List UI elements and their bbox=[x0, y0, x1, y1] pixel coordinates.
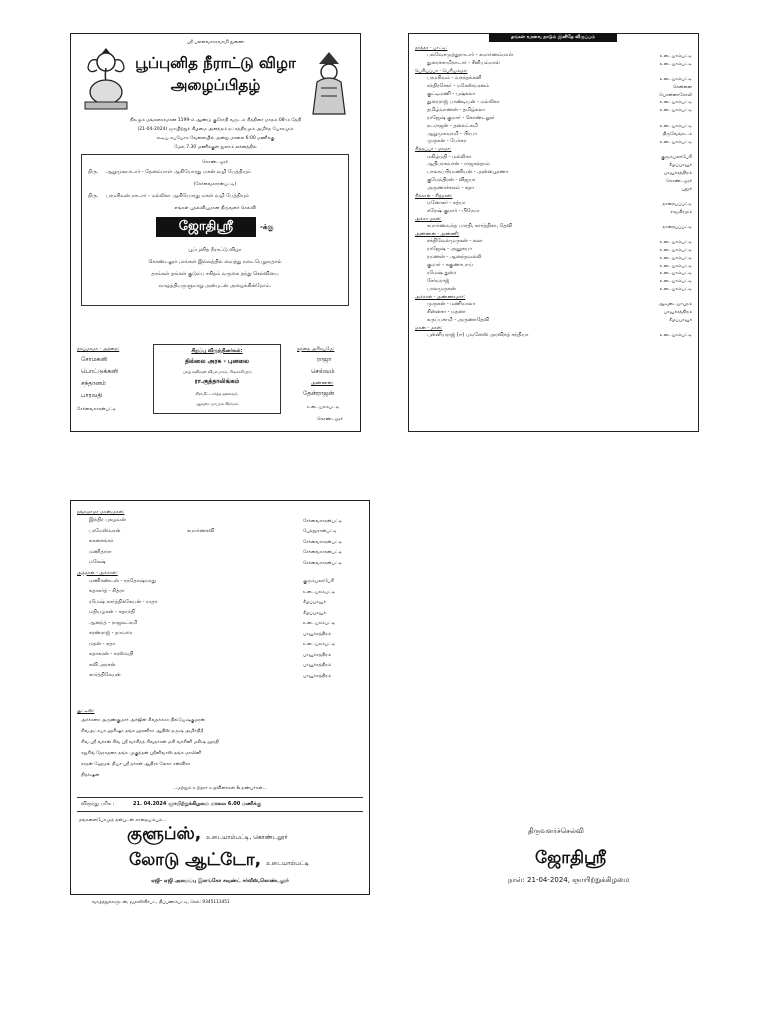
relatives-section-heading: அத்தான் - அக்காள்: bbox=[77, 570, 118, 576]
sponsor-brand: குளூப்ஸ், bbox=[127, 824, 202, 844]
kids-line: அர்ச்சனா அருண்குமார் அர்ஜின் சிவதர்க்கா திவ்யேஷ்குமரன் bbox=[81, 718, 205, 723]
relative-place: கீழப்பாவூர் bbox=[303, 600, 326, 605]
relative-place: உடையாம்பட்டி bbox=[659, 247, 692, 253]
relative-place: உடையாம்பட்டி bbox=[659, 239, 692, 245]
kids-heading: குட்டீஸ்: bbox=[77, 709, 95, 714]
relative-name: ரமணன் - ஆனந்தவல்லி bbox=[427, 254, 482, 261]
relative-name: சுகனசங்கர் bbox=[89, 538, 114, 544]
relative-place: சேர்வைகாரன்பட்டி bbox=[303, 550, 343, 555]
relative-place: உடையாம்பட்டி bbox=[659, 279, 692, 285]
relative-place: நாரையப்பட்டி bbox=[662, 224, 692, 230]
feast-label: விருந்து பரிசு : bbox=[81, 801, 115, 807]
girl-name-highlight: ஜோதிஸ்ரீ bbox=[156, 217, 256, 237]
relative-name: பாரவதி bbox=[81, 392, 103, 399]
relative-name: கருப்பசாமி - அருணாதேவி bbox=[427, 316, 490, 323]
relative-place: உடையாம்பட்டி bbox=[307, 405, 340, 410]
sponsor-location: உடையாம்பட்டி bbox=[266, 860, 310, 867]
cover-date: நாள்: 21-04-2024, ஞாயிற்றுக்கிழமை bbox=[508, 876, 630, 884]
relative-place: உடையாம்பட்டி bbox=[303, 642, 336, 647]
relative-place: சென்னை bbox=[673, 84, 692, 90]
kids-line: சிவஅட்சயா ஹரிஷா தங்க ஹரனிசா ஆதிஸ் தருஷ் அமிர்திதீ bbox=[81, 729, 204, 734]
intro-line: நிகழும் மங்களகரமான 1199-ம் ஆண்டு குரோதி வருடம் சித்திரை மாதம் 08-ம் தேதி bbox=[129, 118, 302, 123]
relative-place: பாவூர்சத்திரம் bbox=[663, 310, 692, 316]
relatives-section-heading: தாத்தா - பாட்டி: bbox=[415, 46, 448, 51]
relative-place: உடையாம்பட்டி bbox=[659, 263, 692, 269]
relative-name: மதன் - சுதா bbox=[89, 640, 116, 647]
relative-place: சேர்வைகாரன்பட்டி bbox=[303, 539, 343, 545]
kids-line: சதுசிங் தேராதனா தங்க முகுந்தன் ஸ்ரீனிவாஸ் தங்க மாலினி bbox=[81, 751, 202, 756]
family2-line: பரமசிவன் நாடார் - மல்லிகா ஆகியோரது மகள் வழி பேத்தியும் bbox=[106, 193, 250, 199]
relative-place: உடையாம்பட்டி bbox=[659, 100, 692, 106]
relative-name: அருணாச்சலம் - சுதா bbox=[427, 185, 474, 192]
relative-place: உடையாம்பட்டி bbox=[303, 589, 336, 595]
intro-line: (21-04-2024) ஞாயிற்றுக் கிழமை அனந்தம் நட்சத்திரமும் அமிர்த யோகமும் bbox=[137, 127, 294, 132]
relative-name: சுதாகர்த் - சித்ரா bbox=[89, 588, 125, 594]
family1-sub: (சேர்வைகாரன்பட்டி) bbox=[193, 182, 237, 187]
sponsor-ad-3: ஏஜி- ஏஜி அமைப்பு இளங்கோ சவுண்ட் சர்வீஸ்,கொண்டலூர் bbox=[151, 878, 289, 884]
relative-name: சுமார்ணவந்த பாரதி, கார்த்திகா, தேவி bbox=[427, 223, 513, 230]
relative-place: பாவூர்சத்திரம் bbox=[303, 663, 332, 668]
relative-name: தேன்ராஜன் bbox=[303, 390, 335, 397]
intro-line: கூடிய சுபயோக வேளையில் அன்று மாலை 6:00 மணிக்கு bbox=[156, 136, 275, 141]
relative-name: சோமகனி bbox=[81, 356, 108, 363]
relative-name: சுரேஷ் குமார் - பிரேமா bbox=[427, 208, 480, 215]
name-suffix: -க்கு bbox=[260, 223, 274, 231]
guest-title: ஆவுடையாபுரம் கிராமம் bbox=[195, 401, 239, 406]
relative-place: சேர்வைகாரன்பட்டி bbox=[77, 407, 117, 412]
relative-name: பாலசுப்பிரமணியன் - அன்னபூரணா bbox=[427, 169, 509, 176]
relatives-section-heading: அக்கா மகள்: bbox=[415, 217, 442, 222]
relative-name: தமிழ்வாணன் - தமிழ்கலா bbox=[427, 106, 485, 113]
relative-place: பேத்தூரான்பட்டி bbox=[303, 529, 337, 534]
relative-name: மனோகர் - சத்யா bbox=[427, 200, 466, 207]
cover-label: திருவளர்ச்செல்வி bbox=[528, 827, 584, 835]
sponsor-ad-2 bbox=[129, 850, 309, 872]
relative-place: உடையாம்பட்டி bbox=[659, 76, 692, 82]
relative-name: ஆதிபரசுவான் - ராஜசுந்தரம் bbox=[427, 161, 490, 168]
relative-place: கீழப்பாவூர் bbox=[303, 610, 326, 616]
relative-place: உடையாம்பட்டி bbox=[659, 53, 692, 59]
printer-footer: வாழ்த்துக்களுடன், ஜமாஸ்கிர்பட், திப்பணம்பட்டி, செல்: 9345113451 bbox=[92, 900, 230, 905]
feast-value: 21. 04.2024 ஞாயிற்றுக்கிழமை மாலை 6.00 மணிக்கு bbox=[133, 801, 262, 807]
relative-name: ராஜா bbox=[317, 356, 332, 363]
relative-name: முருகன் - பேச்சுர bbox=[427, 138, 467, 145]
kids-line: ராதன் ஹேமல் தியா ஸ்ரீ தர்சன் ஆதிரா லேகா சன்விகா bbox=[81, 762, 191, 767]
family2-sub: எங்கள் புதல்வியுமான திருவளர் செல்வி bbox=[174, 206, 256, 211]
sponsor-ad-1 bbox=[127, 824, 288, 846]
relative-place: உடையாம்பட்டி bbox=[659, 333, 692, 339]
relative-name: பாலமுருகன் bbox=[427, 285, 456, 292]
relative-name: முருகன் - மணிமாலா bbox=[427, 300, 476, 307]
maternal-uncle-heading: தாய்மாமா - அத்தை: bbox=[77, 347, 120, 352]
relative-name: இந்திர புகழவன் bbox=[89, 517, 126, 523]
relatives-section-heading: அக்காள் - அண்ணாமார்: bbox=[415, 294, 466, 300]
sponsor-location: உடையாம்பட்டி, கொண்டலூர் bbox=[206, 834, 288, 841]
relative-name: ரமேஷ் கார்த்திக்கேயன் - ராதா bbox=[89, 598, 158, 605]
relative-name: மகிழ்மதி - மல்லிகா bbox=[427, 153, 472, 160]
relative-place: உடையாம்பட்டி bbox=[659, 255, 692, 261]
guests-heading: சிறப்பு விருந்தினர்கள்: bbox=[191, 348, 243, 354]
relative-place: உடையாம்பட்டி bbox=[659, 61, 692, 67]
family2-prefix: திரு. bbox=[88, 193, 99, 199]
relative-place: பாவூர்சத்திரம் bbox=[663, 170, 692, 176]
relative-name: ஆறுமுகவாமி - பிரபா bbox=[427, 130, 478, 137]
relatives-header: தங்கள் வரவை நாடும் இனிதே விருப்பம் bbox=[489, 33, 617, 42]
relative-place: பொன்னாசோலி bbox=[659, 92, 692, 98]
body-line: தாங்கள் தங்கள் குடும்ப சகிதம் வருகை தந்து செல்வியை bbox=[151, 271, 279, 277]
and-others-line: ...மற்றும் உற்றார் உறவினர்கள் & நண்பர்கள்... bbox=[173, 786, 267, 791]
relative-name: சின்னசா - மதனா bbox=[427, 308, 466, 315]
sponsor-brand: லோடு ஆட்டோ, bbox=[129, 850, 262, 870]
relative-name: மதியழகன் - சுதாந்தி bbox=[89, 609, 135, 615]
relatives-section-heading: அண்ணன் - அண்ணி: bbox=[415, 232, 460, 238]
brother-heading: அண்ணன்: bbox=[311, 381, 334, 386]
relative-name: பலவேசமுத்துநாடார் - சுமார்ணம்மாள் bbox=[427, 52, 514, 59]
guest-title: புகழ் கவிஞன் வியாபாரம், சிவகாசிபுரம் bbox=[182, 369, 252, 374]
special-guests-box bbox=[153, 344, 281, 414]
family1-line: ஆறுமுகநாடார் - தேனம்மாள் ஆகியோரது மகன் வழி பேத்தியும் bbox=[106, 169, 251, 175]
relative-name-secondary: சுமார்ணசவி bbox=[187, 527, 215, 534]
relative-place: பாவூர்சத்திரம் bbox=[303, 652, 332, 658]
body-line: பூப்புனித நீராட்டு விழா bbox=[188, 247, 242, 253]
guest-title: கிராமிட்டார்த்த தலைவர், bbox=[195, 391, 239, 396]
relative-name: ராஜேஷ் - அனுசுயா bbox=[427, 246, 473, 253]
relative-place: உடையாம்பட்டி bbox=[659, 271, 692, 277]
guest-name: ரா.குத்தாலிங்கம் bbox=[194, 378, 240, 385]
invitation-title: பூப்புனித நீராட்டு விழா bbox=[135, 54, 296, 72]
body-line: வாழ்த்தியருளுமாறு அன்புடன் அழைக்கின்றோம். bbox=[158, 283, 272, 289]
relatives-section-heading: பெரியப்பா - பெரியம்மா: bbox=[415, 69, 468, 74]
relative-name: ரமேஷ் துரை bbox=[427, 269, 456, 276]
relative-name: பரமசிவம் - வசந்தக்கனி bbox=[427, 75, 482, 82]
divider bbox=[77, 811, 363, 812]
intro-line: மேல் 7.30 மணிக்குள் துலாம் லக்னத்தில் bbox=[174, 145, 257, 150]
relative-name: மணிதாரா bbox=[89, 548, 112, 555]
relative-place: நாரையப்பட்டி bbox=[662, 201, 692, 207]
relatives-section-heading: சிக்காள் - சித்தாள்: bbox=[415, 194, 453, 199]
relatives-continued-panel bbox=[70, 500, 370, 895]
relative-name: துரைராஜ் பாண்டியன் - மல்லிகா bbox=[427, 98, 500, 105]
invocation-line: ஸ்ரீ பலவைகாரவாமி துணை bbox=[187, 40, 244, 45]
cover-name: ஜோதிஸ்ரீ bbox=[535, 848, 607, 868]
relative-place: திருவேங்கடம் bbox=[662, 132, 692, 137]
relative-name: சுதாகரன் - சரஸ்வதி bbox=[89, 651, 134, 657]
relative-name: மணிகண்டன் - சந்தோஷ்மாது bbox=[89, 577, 156, 584]
relative-name: சக்திவேல்முருகன் - கலா bbox=[427, 238, 483, 245]
divider bbox=[77, 797, 363, 798]
relative-place: கொண்டலூர் bbox=[317, 417, 343, 422]
relative-name: சரண்ராஜ் - தாமரை bbox=[89, 630, 133, 636]
relative-place: உடையாம்பட்டி bbox=[659, 139, 692, 145]
relative-name: குமேந்திரன் - விஜயா bbox=[427, 177, 476, 184]
relative-place: உடையாம்பட்டி bbox=[659, 124, 692, 130]
relative-name: ஆனந்த் - ராஜலட்சுமி bbox=[89, 619, 138, 626]
place-label: கொண்டலூர் bbox=[202, 160, 228, 165]
relative-place: புதூர் bbox=[681, 186, 692, 192]
family1-prefix: திரு. bbox=[88, 169, 99, 175]
body-line: கொண்டலூர் ,எங்கள் இல்லத்தில் வைத்து நடைபெறுவதால் bbox=[148, 259, 282, 265]
relative-place: கீழப்பாவூர் bbox=[669, 162, 692, 168]
relative-place: உடையாம்பட்டி bbox=[659, 287, 692, 293]
relative-place: ஆவுடையாபுரம் bbox=[658, 302, 692, 308]
relative-place: பாவூர்சத்திரம் bbox=[303, 631, 332, 637]
relative-name: சேர்மராஜ் bbox=[427, 277, 450, 284]
relative-name: நடராஜன் - தனலட்சுமி bbox=[427, 122, 478, 129]
sponsor-heading: தங்களைபோமுத் தன்புடன் காதையம்பும்... bbox=[79, 818, 167, 823]
relative-place: குரும்பலாபேரி bbox=[661, 155, 692, 160]
relative-place: கொண்டலூர் bbox=[666, 178, 692, 184]
relative-place: கீழப்பாவூர் bbox=[669, 318, 692, 324]
relatives-list-panel bbox=[408, 33, 699, 432]
relative-name: சந்தானம் bbox=[81, 380, 106, 387]
relative-name: குமார் - சுகுணாபாய் bbox=[427, 262, 473, 268]
invitation-front-panel bbox=[70, 33, 361, 432]
relative-place: பாவூர்சத்திரம் bbox=[303, 673, 332, 679]
relative-name: பரமேஸ்வரன் bbox=[89, 527, 121, 534]
relative-place: சேர்வைகாரன்பட்டி bbox=[303, 518, 343, 524]
relative-place: சேர்வைகாரன்பட்டி bbox=[303, 560, 343, 566]
invitation-subtitle: அழைப்பிதழ் bbox=[170, 76, 261, 94]
relative-name: புன்னியராஜ் (ஈ) புவனேஸ் அரவிந்த் சந்தியா bbox=[427, 331, 529, 338]
relatives-section-heading: சித்தப்பா - மாமா: bbox=[415, 147, 452, 153]
relative-name: ராஜேஷ் குமார் - கொண்டலூர் bbox=[427, 114, 495, 121]
guest-name: தில்லை அரசு - புனலை bbox=[185, 358, 249, 365]
relative-name: சுவி அரசன் bbox=[89, 661, 116, 668]
relative-place: குரும்பலாபேரி bbox=[303, 579, 334, 584]
relative-name: செல்வம் bbox=[311, 368, 335, 375]
relative-name: துரைச்சாமிநாடார் - சீனியம்மாள் bbox=[427, 60, 500, 67]
relative-name: சந்திரசேகர் - மகேஸ்வரனம் bbox=[427, 83, 490, 90]
family-box bbox=[81, 154, 349, 306]
relative-name: குட்டிமணி - புஷ்கலா bbox=[427, 91, 476, 97]
relative-name: பொட்டுக்கனி bbox=[81, 368, 119, 375]
relative-name: கார்த்திகேயன் bbox=[89, 672, 121, 678]
relatives-section-heading: தங்கமாமா மகன்,மகள்: bbox=[77, 510, 125, 515]
relative-place: உடையாம்பட்டி bbox=[303, 621, 336, 626]
relatives-section-heading: மகன் - மகள்: bbox=[415, 325, 443, 331]
relative-name: மகேஷ் bbox=[89, 559, 106, 565]
relative-place: ராஜகிரமம் bbox=[670, 209, 692, 215]
kids-line: நித்ர்ஷன் bbox=[81, 773, 100, 778]
relative-place: உடையாம்பட்டி bbox=[659, 108, 692, 114]
kids-line: சிவ ஸ்ரீ வர்சன் சிவ ஸ்ரீ வர்சிந்த் சிவதர்சன் மகி வர்சினி மகிஷ் ஹரதி bbox=[81, 740, 219, 745]
father-side-heading: தந்தை அரிசயமே: bbox=[297, 347, 335, 352]
